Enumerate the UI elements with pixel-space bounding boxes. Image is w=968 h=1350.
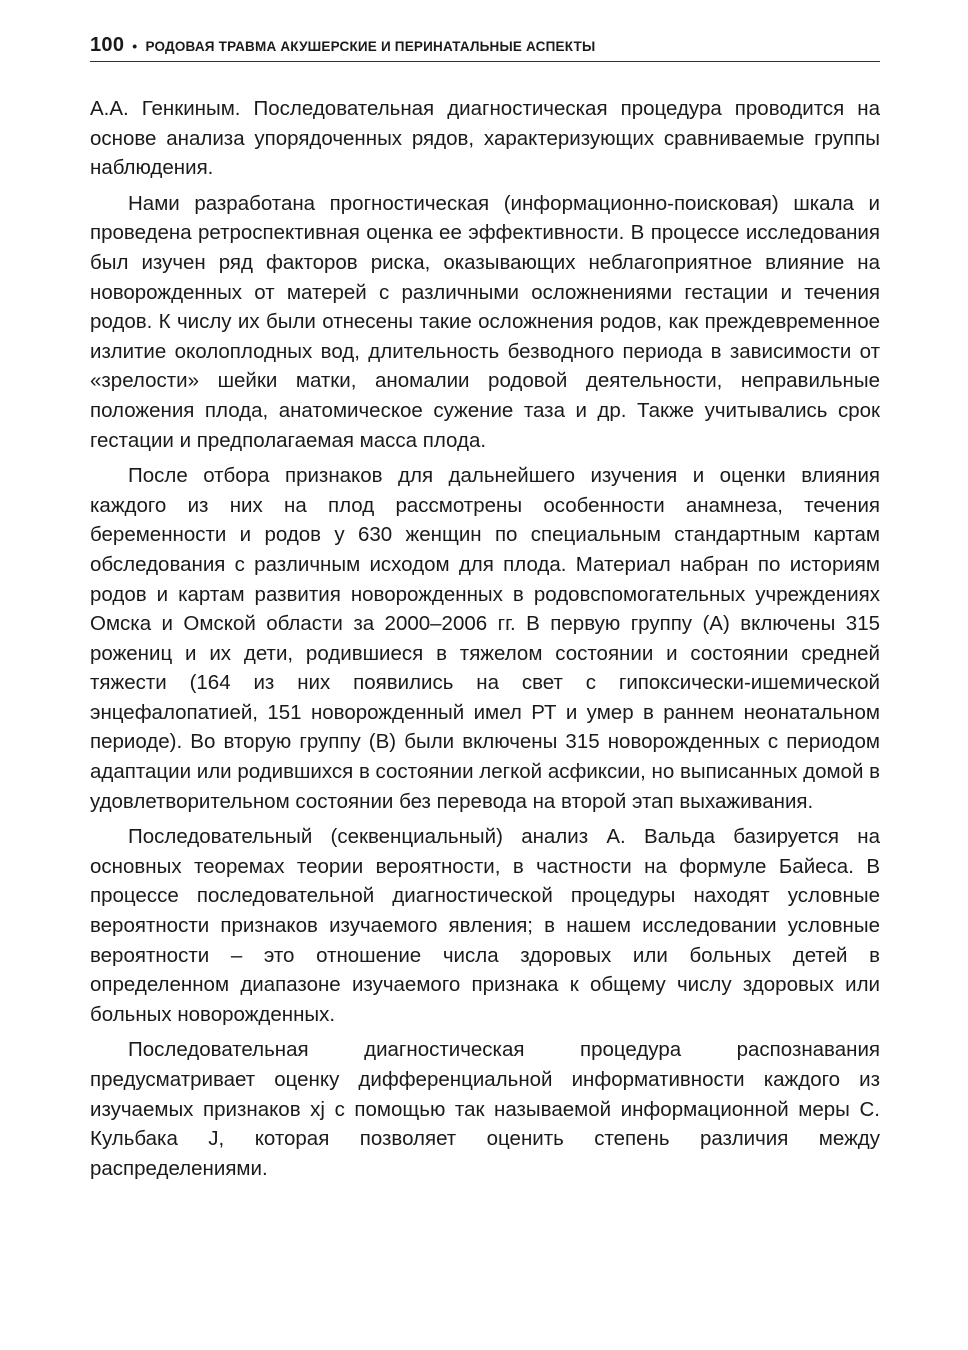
paragraph-5: Последовательная диагностическая процедура распознавания предусматривает оценку дифференциальной информативности каждого из изучаемых признаков xj с помощью так называемой информационной меры С. Кульбака J, которая позволяет оценить степень различия между распределениями. [90, 1038, 880, 1180]
paragraph-4: Последовательный (секвенциальный) анализ А. Вальда базируется на основных теоремах теории вероятности, в частности на формуле Байеса. В процессе последовательной диагностической процедуры находят условные вероятности признаков изучаемого явления; в нашем исследовании условные вероятности – это отношение числа здоровых или больных детей в определенном диапазоне изучаемого признака к общему числу здоровых или больных новорожденных. [90, 825, 880, 1026]
paragraph-1: А.А. Генкиным. Последовательная диагностическая процедура проводится на основе анализа упорядоченных рядов, характеризующих сравниваемые группы наблюдения. [90, 97, 880, 180]
header-bullet: • [132, 38, 138, 54]
running-title: РОДОВАЯ ТРАВМА АКУШЕРСКИЕ И ПЕРИНАТАЛЬНЫЕ АСПЕКТЫ [145, 39, 596, 54]
paragraph-2: Нами разработана прогностическая (информационно-поисковая) шкала и проведена ретроспективная оценка ее эффективности. В процессе исследования был изучен ряд факторов риска, оказывающих неблагоприятное влияние на новорожденных от матерей с различными осложнениями гестации и течения родов. К числу их были отнесены такие осложнения родов, как преждевременное излитие околоплодных вод, длительность безводного периода в зависимости от «зрелости» шейки матки, аномалии родовой деятельности, неправильные положения плода, анатомическое сужение таза и др. Также учитывались срок гестации и предполагаемая масса плода. [90, 191, 880, 452]
running-header [90, 34, 880, 62]
header-rule [90, 61, 880, 62]
body-text [90, 94, 880, 1189]
page-number: 100 [90, 34, 125, 56]
paragraph-3: После отбора признаков для дальнейшего изучения и оценки влияния каждого из них на плод рассмотрены особенности анамнеза, течения беременности и родов у 630 женщин по специальным стандартным картам обследования с различным исходом для плода. Материал набран по историям родов и картам развития новорожденных в родовспомогательных учреждениях Омска и Омской области за 2000–2006 гг. В первую группу (А) включены 315 рожениц и их дети, родившиеся в тяжелом состоянии и состоянии средней тяжести (164 из них появились на свет с гипоксически-ишемической энцефалопатией, 151 новорожденный имел РТ и умер в раннем неонатальном периоде). Во вторую группу (В) были включены 315 новорожденных с периодом адаптации или родившихся в состоянии легкой асфиксии, но выписанных домой в удовлетворительном состоянии без перевода на второй этап выхаживания. [90, 464, 881, 813]
